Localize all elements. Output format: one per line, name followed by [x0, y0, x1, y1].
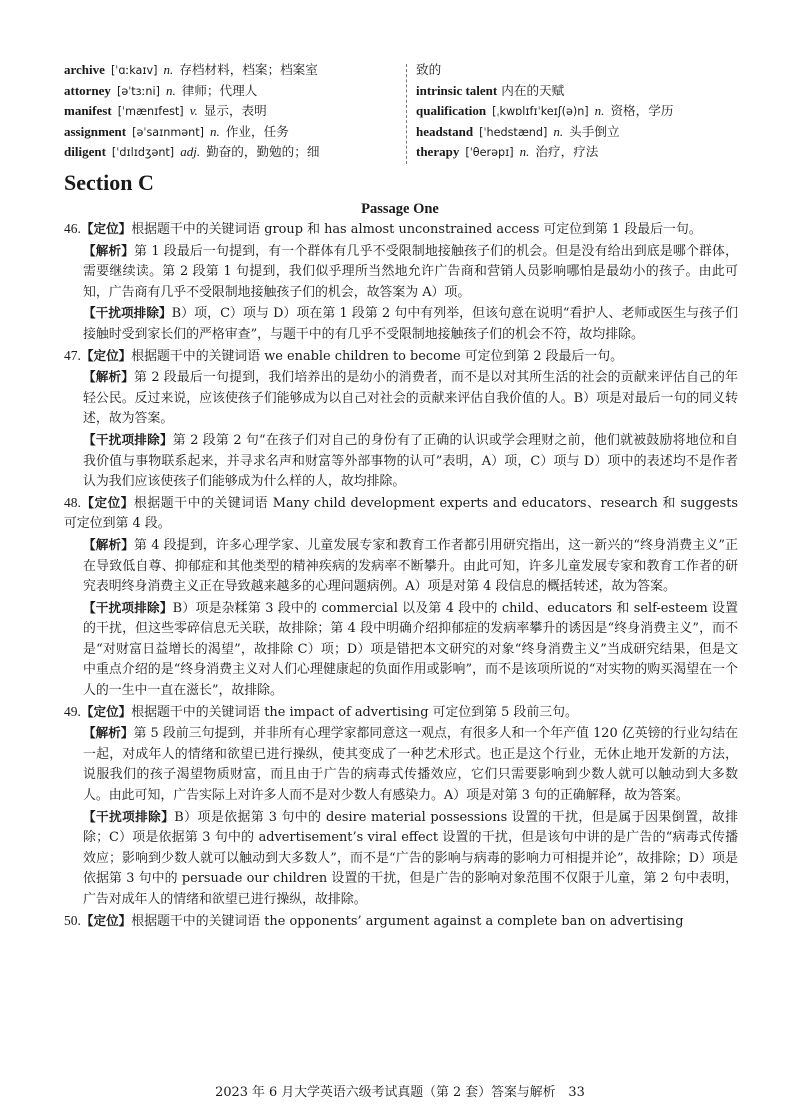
vocabulary-column-right — [416, 60, 754, 163]
vocab-word: qualification — [416, 103, 487, 119]
analysis-paragraph — [64, 535, 738, 598]
vocab-word: attorney — [64, 82, 111, 98]
analysis-text: 第 5 段前三句提到，并非所有心理学家都同意这一观点，有很多人和一个年产值 120 亿英镑的行业勾结在一起，对成年人的情绪和欲望已进行操纵，使其变成了一种艺术形式。也正是这个行业，无休止地开发新的方法，说服我们的孩子渴望物质财富，而且由于广告的病毒式传播效应，它们只需要影响到少数人就可以触动到大多数人。由此可知，广告实际上对许多人而不是对少数人有感染力。A）项是对第 3 句的正确解释，故为答案。 — [83, 726, 738, 804]
question-number: 49. — [64, 703, 81, 719]
question-46 — [64, 219, 738, 346]
column-divider — [406, 64, 407, 164]
vocab-phonetic: [ˈɑːkaɪv] — [110, 64, 158, 77]
vocab-phonetic: [ˈmænɪfest] — [117, 105, 184, 119]
vocab-definition: 治疗，疗法 — [535, 144, 599, 160]
vocab-entry — [64, 81, 404, 102]
passage-title: Passage One — [361, 201, 439, 217]
question-number: 50. — [64, 912, 81, 928]
vocab-entry — [64, 142, 404, 163]
analysis-paragraph — [64, 241, 738, 304]
exclude-tag: 【干扰项排除】 — [83, 599, 173, 615]
exclude-tag: 【干扰项排除】 — [83, 431, 173, 447]
locate-paragraph — [64, 493, 738, 535]
locate-text: 根据题干中的关键词语 we enable children to become 可定位到第 2 段最后一句。 — [131, 348, 623, 364]
analysis-tag: 【解析】 — [83, 725, 134, 741]
vocab-pos: n. — [519, 144, 530, 160]
vocab-definition: 显示，表明 — [203, 103, 267, 119]
exclude-paragraph — [64, 598, 738, 702]
locate-text: 根据题干中的关键词语 the impact of advertising 可定位到第 5 段前三句。 — [131, 704, 578, 720]
exclude-text: B）项是依据第 3 句中的 desire material possessions 设置的干扰，但是属于因果倒置，故排除；C）项是依据第 3 句中的 advertisement’s viral effect 设置的干扰，但是该句中讲的是广告的“病毒式传播效应；影响到少数人就可以触动到大多数人”，而不是“广告的影响与病毒的影响力可相提并论”，故排除；D）项是依据第 3 句中的 persuade our children 设置的干扰，但是广告的影响对象范围不仅限于儿童，第 2 句中表明，广告对成年人的情绪和欲望已进行操纵，故排除。 — [83, 809, 738, 907]
exclude-text: B）项，C）项与 D）项在第 1 段第 2 句中有列举，但该句意在说明“看护人、老师或医生与孩子们接触时受到家长们的严格审查”，与题干中的有几乎不受限制地接触孩子们的机会不符，故均排除。 — [83, 306, 739, 342]
locate-paragraph — [64, 219, 738, 241]
answer-explanations — [64, 219, 738, 932]
analysis-tag: 【解析】 — [83, 536, 134, 552]
analysis-paragraph — [64, 367, 738, 430]
exclude-paragraph — [64, 807, 738, 911]
vocab-definition: 头手倒立 — [569, 123, 620, 139]
vocab-entry — [64, 101, 404, 122]
locate-tag: 【定位】 — [80, 494, 134, 510]
vocab-phonetic: [ˈθerəpɪ] — [465, 146, 514, 160]
locate-text: 根据题干中的关键词语 Many child development experts and educators、research 和 suggests 可定位到第 4 段。 — [64, 495, 738, 532]
exclude-text: B）项是杂糅第 3 段中的 commercial 以及第 4 段中的 child、educators 和 self-esteem 设置的干扰，但这些零碎信息无关联，故排除；第 4 段中明确介绍抑郁症的发病率攀升的诱因是“终身消费主义”，而不是“对财富日益增长的渴望”，故排除 C）项；D）项是错把本文研究的对象“终身消费主义”当成研究结果，但是文中重点介绍的是“终身消费主义对人们心理健康起的负面作用或影响”，而不是该项所说的“对实物的购买渴望在一个人的一生中一直在滋长”，故排除。 — [83, 600, 739, 699]
section-title: Section C — [64, 170, 154, 195]
vocab-entry-continuation — [416, 60, 754, 81]
vocabulary-list — [64, 60, 754, 164]
vocab-definition: 致的 — [416, 62, 442, 77]
vocab-entry — [416, 122, 754, 143]
vocab-word: intrinsic talent — [416, 82, 498, 98]
locate-text: 根据题干中的关键词语 group 和 has almost unconstrained access 可定位到第 1 段最后一句。 — [131, 222, 702, 237]
exclude-tag: 【干扰项排除】 — [83, 808, 175, 824]
vocab-entry — [64, 60, 404, 81]
analysis-text: 第 1 段最后一句提到，有一个群体有几乎不受限制地接触孩子们的机会。但是没有给出到底是哪个群体，需要继续读。第 2 段第 1 句提到，我们似乎理所当然地允许广告商和营销人员影响哪怕是最幼小的孩子。由此可知，广告商有几乎不受限制地接触孩子们的机会，故答案为 A）项。 — [83, 243, 738, 300]
vocab-definition: 律师；代理人 — [181, 82, 258, 98]
vocab-pos: v. — [189, 103, 198, 119]
question-number: 46. — [64, 221, 81, 236]
vocab-word: therapy — [416, 144, 460, 160]
question-50 — [64, 911, 738, 933]
vocab-pos: n. — [594, 103, 605, 119]
locate-tag: 【定位】 — [80, 912, 132, 928]
question-47 — [64, 346, 738, 493]
analysis-paragraph — [64, 723, 738, 806]
vocab-pos: n. — [165, 82, 176, 98]
page-footer: 2023 年 6 月大学英语六级考试真题（第 2 套）答案与解析 33 — [215, 1085, 585, 1100]
vocab-phonetic: [ˌkwɒlɪfɪˈkeɪʃ(ə)n] — [492, 105, 589, 119]
vocab-entry — [416, 101, 754, 122]
vocab-pos: n. — [210, 123, 220, 139]
vocab-phonetic: [ˈdɪlɪdʒənt] — [111, 146, 175, 160]
vocab-definition: 存档材料，档案；档案室 — [179, 62, 318, 77]
vocab-pos: adj. — [180, 144, 201, 160]
exclude-paragraph — [64, 303, 738, 345]
vocab-definition: 资格，学历 — [610, 103, 674, 119]
vocab-entry — [416, 142, 754, 163]
vocab-word: diligent — [64, 144, 106, 160]
exclude-text: 第 2 段第 2 句“在孩子们对自己的身份有了正确的认识或学会理财之前，他们就被鼓励将地位和自我价值与事物联系起来，并寻求名声和财富等外部事物的认可”表明，A）项，C）项与 D）项中的表述均不是作者认为我们应该使孩子们能够成为什么样的人，故均排除。 — [83, 432, 738, 490]
vocab-phonetic: [ˈhedstænd] — [479, 125, 548, 139]
vocab-definition: 作业，任务 — [225, 123, 289, 139]
vocab-definition: 内在的天赋 — [501, 82, 565, 98]
vocab-pos: n. — [163, 62, 174, 77]
locate-tag: 【定位】 — [80, 703, 132, 719]
question-number: 48. — [64, 494, 81, 510]
vocab-word: assignment — [64, 123, 127, 139]
locate-paragraph — [64, 346, 738, 368]
locate-paragraph — [64, 911, 738, 933]
vocab-pos: n. — [553, 123, 564, 139]
vocab-word: headstand — [416, 123, 474, 139]
exclude-tag: 【干扰项排除】 — [83, 305, 172, 321]
question-48 — [64, 493, 738, 702]
analysis-text: 第 4 段提到，许多心理学家、儿童发展专家和教育工作者都引用研究指出，这一新兴的“终身消费主义”正在导致低自尊、抑郁症和其他类型的精神疾病的发病率不断攀升。由此可知，许多儿童发展专家和教育工作者的研究表明终身消费主义正在导致越来越多的心理问题病例。A）项是对第 4 段信息的概括转述，故为答案。 — [83, 537, 739, 595]
vocabulary-column-left — [64, 60, 404, 163]
analysis-tag: 【解析】 — [83, 369, 135, 385]
vocab-entry — [416, 81, 754, 102]
vocab-entry — [64, 122, 404, 143]
analysis-tag: 【解析】 — [83, 242, 135, 258]
locate-text: 根据题干中的关键词语 the opponents’ argument against a complete ban on advertising — [131, 913, 684, 929]
analysis-text: 第 2 段最后一句提到，我们培养出的是幼小的消费者，而不是以对其所生活的社会的贡献来评估自己的年轻公民。反过来说，应该使孩子们能够成为以自己对社会的贡献来评估自我价值的人。B）项是对最后一句的同义转述，故为答案。 — [83, 370, 738, 427]
question-49 — [64, 702, 738, 911]
locate-paragraph — [64, 702, 738, 724]
locate-tag: 【定位】 — [80, 221, 132, 236]
vocab-word: manifest — [64, 103, 112, 119]
vocab-phonetic: [əˈtɜːni] — [116, 84, 160, 98]
exclude-paragraph — [64, 430, 738, 493]
vocab-word: archive — [64, 62, 105, 77]
locate-tag: 【定位】 — [80, 347, 132, 363]
vocab-definition: 勤奋的，勤勉的；细 — [206, 144, 320, 160]
question-number: 47. — [64, 347, 81, 363]
vocab-phonetic: [əˈsaɪnmənt] — [132, 125, 205, 139]
